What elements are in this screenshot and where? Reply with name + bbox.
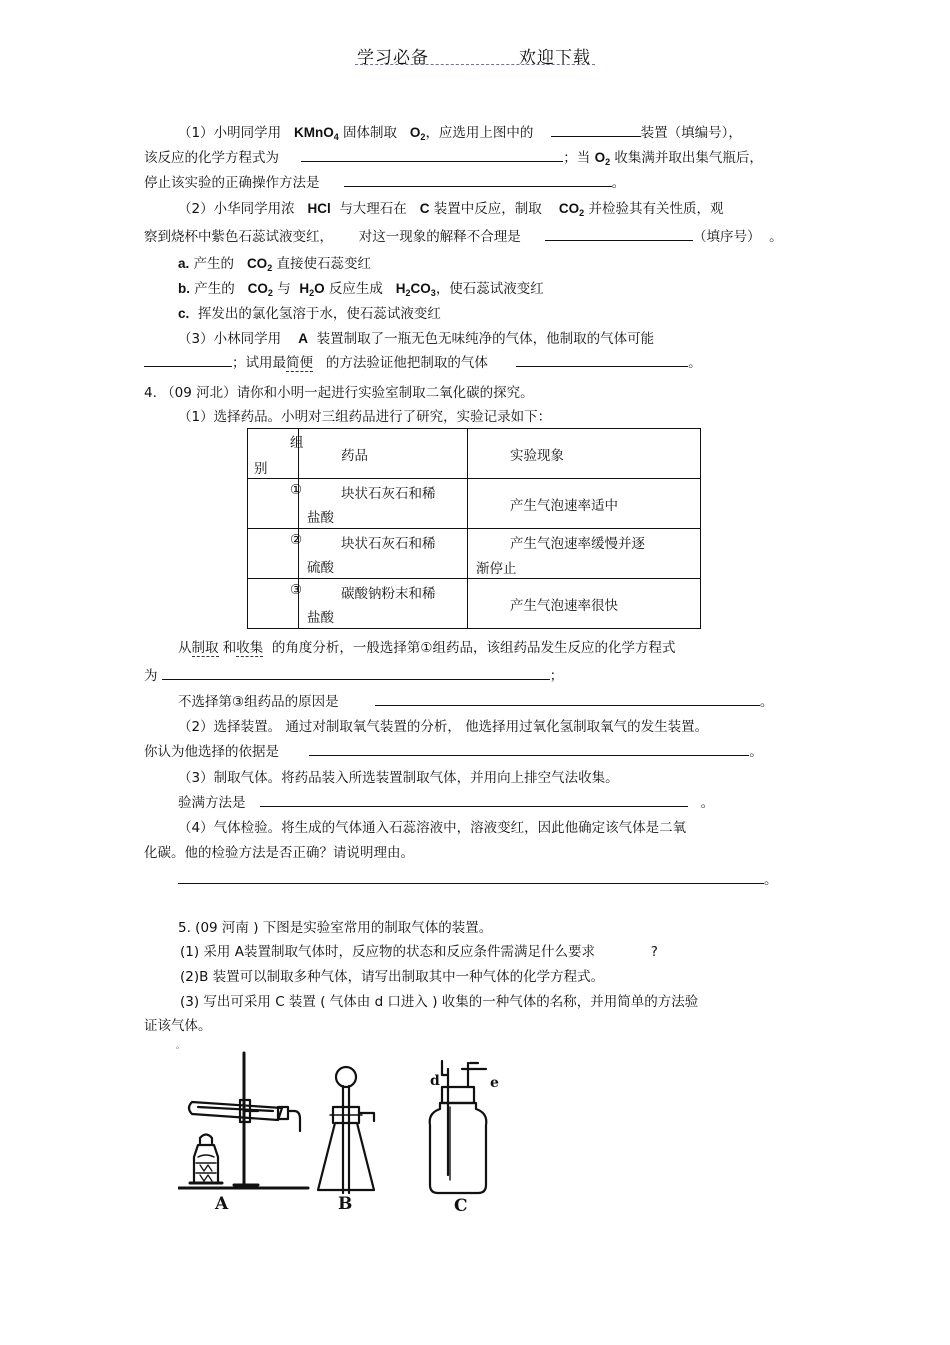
q3-part1-line3 bbox=[144, 171, 625, 191]
q3-part1-line2 bbox=[144, 146, 763, 166]
header-phenomenon-cell bbox=[468, 429, 701, 479]
table-header-row bbox=[248, 429, 701, 479]
text: 与大理石在 bbox=[339, 201, 407, 217]
table-row bbox=[248, 479, 701, 529]
text: 产生的 bbox=[194, 281, 235, 297]
text: 。 bbox=[611, 175, 626, 191]
q3-part3-line2 bbox=[144, 351, 702, 371]
text: 该反应的化学方程式为 bbox=[144, 150, 279, 166]
text: 装置中反应，制取 bbox=[433, 201, 542, 217]
drug-cell bbox=[290, 579, 468, 629]
drug-cell bbox=[290, 479, 468, 529]
subscript: 2 bbox=[309, 288, 315, 298]
answer-blank[interactable] bbox=[516, 354, 688, 367]
drug-line1: 碳酸钠粉末和稀 bbox=[341, 586, 436, 602]
text: （2）小华同学用浓 bbox=[178, 201, 295, 217]
q4-part3-line2 bbox=[178, 791, 714, 811]
q4-part2-line1: （2）选择装置。 通过对制取氧气装置的分析， 他选择用过氧化氢制取氧气的发生装置。 bbox=[178, 719, 709, 735]
answer-blank[interactable] bbox=[144, 354, 232, 367]
q4-part1: （1）选择药品。小明对三组药品进行了研究，实验记录如下： bbox=[178, 409, 552, 425]
text: 。 bbox=[749, 744, 763, 760]
text: （1）小明同学用 bbox=[178, 125, 282, 141]
answer-blank[interactable] bbox=[162, 667, 550, 680]
q3-part2-line1 bbox=[178, 197, 723, 217]
q4-analysis-line1 bbox=[178, 636, 676, 656]
formula-kmno: KMnO bbox=[293, 125, 334, 140]
formula-o: O bbox=[594, 150, 606, 165]
phenomenon-line1: 产生气泡速率缓慢并逐 bbox=[510, 536, 645, 552]
option-label: b. bbox=[178, 281, 190, 296]
q3-part1-line1 bbox=[178, 121, 742, 141]
text: 固体制取 bbox=[343, 125, 398, 141]
header-left: 学习必备 bbox=[357, 48, 429, 68]
formula-o: O bbox=[314, 281, 325, 296]
drug-line2: 盐酸 bbox=[307, 510, 334, 526]
subscript: 3 bbox=[430, 288, 436, 298]
label-c: C bbox=[454, 1196, 468, 1216]
text: ； bbox=[549, 668, 564, 684]
subscript: 2 bbox=[579, 208, 585, 218]
label-b: B bbox=[338, 1194, 353, 1214]
text: 的角度分析，一般选择第①组药品，该组药品发生反应的化学方程式 bbox=[271, 640, 676, 656]
formula-co: CO bbox=[246, 256, 268, 271]
header-zu: 组 bbox=[290, 435, 304, 451]
label-d: d bbox=[430, 1073, 440, 1089]
text: (1) 采用 A装置制取气体时，反应物的状态和反应条件需满足什么要求 bbox=[180, 944, 595, 960]
text: 和 bbox=[222, 640, 237, 656]
text: ；当 bbox=[563, 150, 591, 166]
q4-analysis-line3 bbox=[178, 690, 773, 710]
text: 装置（填编号）， bbox=[640, 125, 742, 141]
option-label: a. bbox=[178, 256, 190, 271]
text: 。 bbox=[764, 872, 778, 888]
text: 的方法验证他把制取的气体 bbox=[325, 355, 488, 371]
text: 收集满并取出集气瓶后， bbox=[614, 150, 763, 166]
option-c bbox=[178, 302, 441, 322]
text: 对这一现象的解释不合理是 bbox=[358, 229, 521, 245]
table-row bbox=[248, 579, 701, 629]
text: 并检验其有关性质，观 bbox=[588, 201, 724, 217]
text: （填序号） bbox=[693, 229, 761, 245]
header-underline bbox=[355, 64, 595, 65]
q3-part2-line2 bbox=[144, 225, 783, 245]
q4-part4-line2: 化碳。他的检验方法是否正确？请说明理由。 bbox=[144, 845, 414, 861]
underlined-word: 收集 bbox=[236, 640, 264, 656]
q4-part4-line3 bbox=[178, 868, 778, 888]
subscript: 2 bbox=[267, 263, 273, 273]
text: ，应选用上图中的 bbox=[425, 125, 534, 141]
text: ；试用最 bbox=[232, 355, 286, 371]
formula-co: CO bbox=[558, 201, 580, 216]
row-number: ① bbox=[290, 482, 303, 498]
text: （3）小林同学用 bbox=[178, 331, 282, 347]
subscript: 2 bbox=[420, 132, 426, 142]
header-phenomenon: 实验现象 bbox=[510, 448, 564, 464]
drug-line2: 盐酸 bbox=[307, 610, 334, 626]
option-b bbox=[178, 277, 544, 297]
text: 察到烧杯中紫色石蕊试液变红， bbox=[144, 229, 333, 245]
row-number: ② bbox=[290, 532, 303, 548]
experiment-table bbox=[247, 428, 701, 629]
text: 你认为他选择的依据是 bbox=[144, 744, 279, 760]
q5-line2: (2)B 装置可以制取多种气体，请写出制取其中一种气体的化学方程式。 bbox=[180, 969, 605, 985]
phenomenon-line1: 产生气泡速率适中 bbox=[510, 498, 618, 514]
subscript: 4 bbox=[333, 132, 339, 142]
header-drug-cell bbox=[299, 429, 468, 479]
text: 挥发出的氯化氢溶于水，使石蕊试液变红 bbox=[197, 306, 441, 322]
q5-line3: (3) 写出可采用 C 装置 ( 气体由 d 口进入 ) 收集的一种气体的名称，并用简单的方法验 bbox=[180, 994, 699, 1010]
answer-blank[interactable] bbox=[309, 743, 749, 756]
q4-analysis-line2 bbox=[144, 664, 563, 684]
header-right: 欢迎下载 bbox=[519, 48, 591, 68]
q4-part3-line1: （3）制取气体。将药品装入所选装置制取气体，并用向上排空气法收集。 bbox=[178, 770, 619, 786]
header-group-cell bbox=[248, 429, 304, 479]
answer-blank[interactable] bbox=[344, 174, 612, 187]
phenomenon-cell bbox=[468, 479, 701, 529]
text: 从 bbox=[178, 640, 192, 656]
option-a bbox=[178, 252, 371, 272]
text: ? bbox=[650, 944, 658, 960]
row-number: ③ bbox=[290, 582, 303, 598]
formula-co: CO bbox=[247, 281, 268, 296]
answer-blank[interactable] bbox=[301, 149, 563, 162]
subscript: 2 bbox=[405, 288, 411, 298]
formula-co: CO bbox=[410, 281, 431, 296]
header-drug: 药品 bbox=[341, 448, 368, 464]
q5-line4: 证该气体。 bbox=[144, 1018, 212, 1034]
phenomenon-line2: 渐停止 bbox=[476, 561, 517, 577]
text: 直接使石蕊变红 bbox=[276, 256, 371, 272]
answer-blank[interactable] bbox=[545, 228, 693, 241]
apparatus-b bbox=[318, 1067, 374, 1193]
q4-part2-line2 bbox=[144, 740, 763, 760]
table-row bbox=[248, 529, 701, 579]
label-e: e bbox=[490, 1075, 499, 1091]
q5-line1 bbox=[180, 940, 658, 960]
answer-blank[interactable] bbox=[375, 693, 760, 706]
phenomenon-cell bbox=[468, 529, 701, 579]
text: 停止该实验的正确操作方法是 bbox=[144, 175, 320, 191]
text: 。 bbox=[759, 694, 774, 710]
device-c: C bbox=[419, 201, 430, 216]
text: ，使石蕊试液变红 bbox=[435, 281, 544, 297]
device-a: A bbox=[298, 331, 309, 346]
phenomenon-cell bbox=[468, 579, 701, 629]
formula-hcl: HCl bbox=[307, 201, 331, 216]
answer-blank[interactable] bbox=[551, 124, 641, 137]
text: 不选择第③组药品的原因是 bbox=[178, 694, 339, 710]
underlined-word: 制取 bbox=[191, 640, 219, 656]
option-label: c. bbox=[178, 306, 190, 321]
q5-title: 5. (09 河南 ) 下图是实验室常用的制取气体的装置。 bbox=[178, 920, 493, 936]
apparatus-a bbox=[178, 1053, 308, 1188]
formula-h: H bbox=[395, 281, 406, 296]
text: 产生的 bbox=[193, 256, 235, 272]
drug-line1: 块状石灰石和稀 bbox=[341, 486, 436, 502]
answer-blank[interactable] bbox=[260, 794, 688, 807]
text: 。 bbox=[769, 229, 783, 245]
drug-cell bbox=[290, 529, 468, 579]
text: 验满方法是 bbox=[178, 795, 246, 811]
drug-line2: 硫酸 bbox=[307, 560, 334, 576]
q3-part3-line1 bbox=[178, 327, 654, 347]
q5-dot: 。 bbox=[176, 1041, 184, 1050]
text: 。 bbox=[700, 795, 715, 811]
answer-blank[interactable] bbox=[178, 871, 764, 884]
subscript: 2 bbox=[605, 157, 611, 167]
drug-line1: 块状石灰石和稀 bbox=[341, 536, 436, 552]
text: 为 bbox=[144, 668, 158, 684]
text: 。 bbox=[688, 355, 702, 371]
subscript: 2 bbox=[267, 288, 273, 298]
text: 装置制取了一瓶无色无味纯净的气体，他制取的气体可能 bbox=[316, 331, 655, 347]
formula-h: H bbox=[299, 281, 310, 296]
label-a: A bbox=[215, 1194, 229, 1214]
text: 反应生成 bbox=[328, 281, 383, 297]
phenomenon-line1: 产生气泡速率很快 bbox=[510, 598, 618, 614]
text: 与 bbox=[277, 281, 291, 297]
underlined-word: 简便 bbox=[286, 355, 313, 371]
apparatus-diagram bbox=[178, 1045, 518, 1220]
header-bie: 别 bbox=[254, 461, 268, 477]
q4-title: 4. （09 河北）请你和小明一起进行实验室制取二氧化碳的探究。 bbox=[144, 385, 534, 401]
q4-part4-line1: （4）气体检验。将生成的气体通入石蕊溶液中，溶液变红，因此他确定该气体是二氧 bbox=[178, 820, 687, 836]
formula-o: O bbox=[409, 125, 421, 140]
